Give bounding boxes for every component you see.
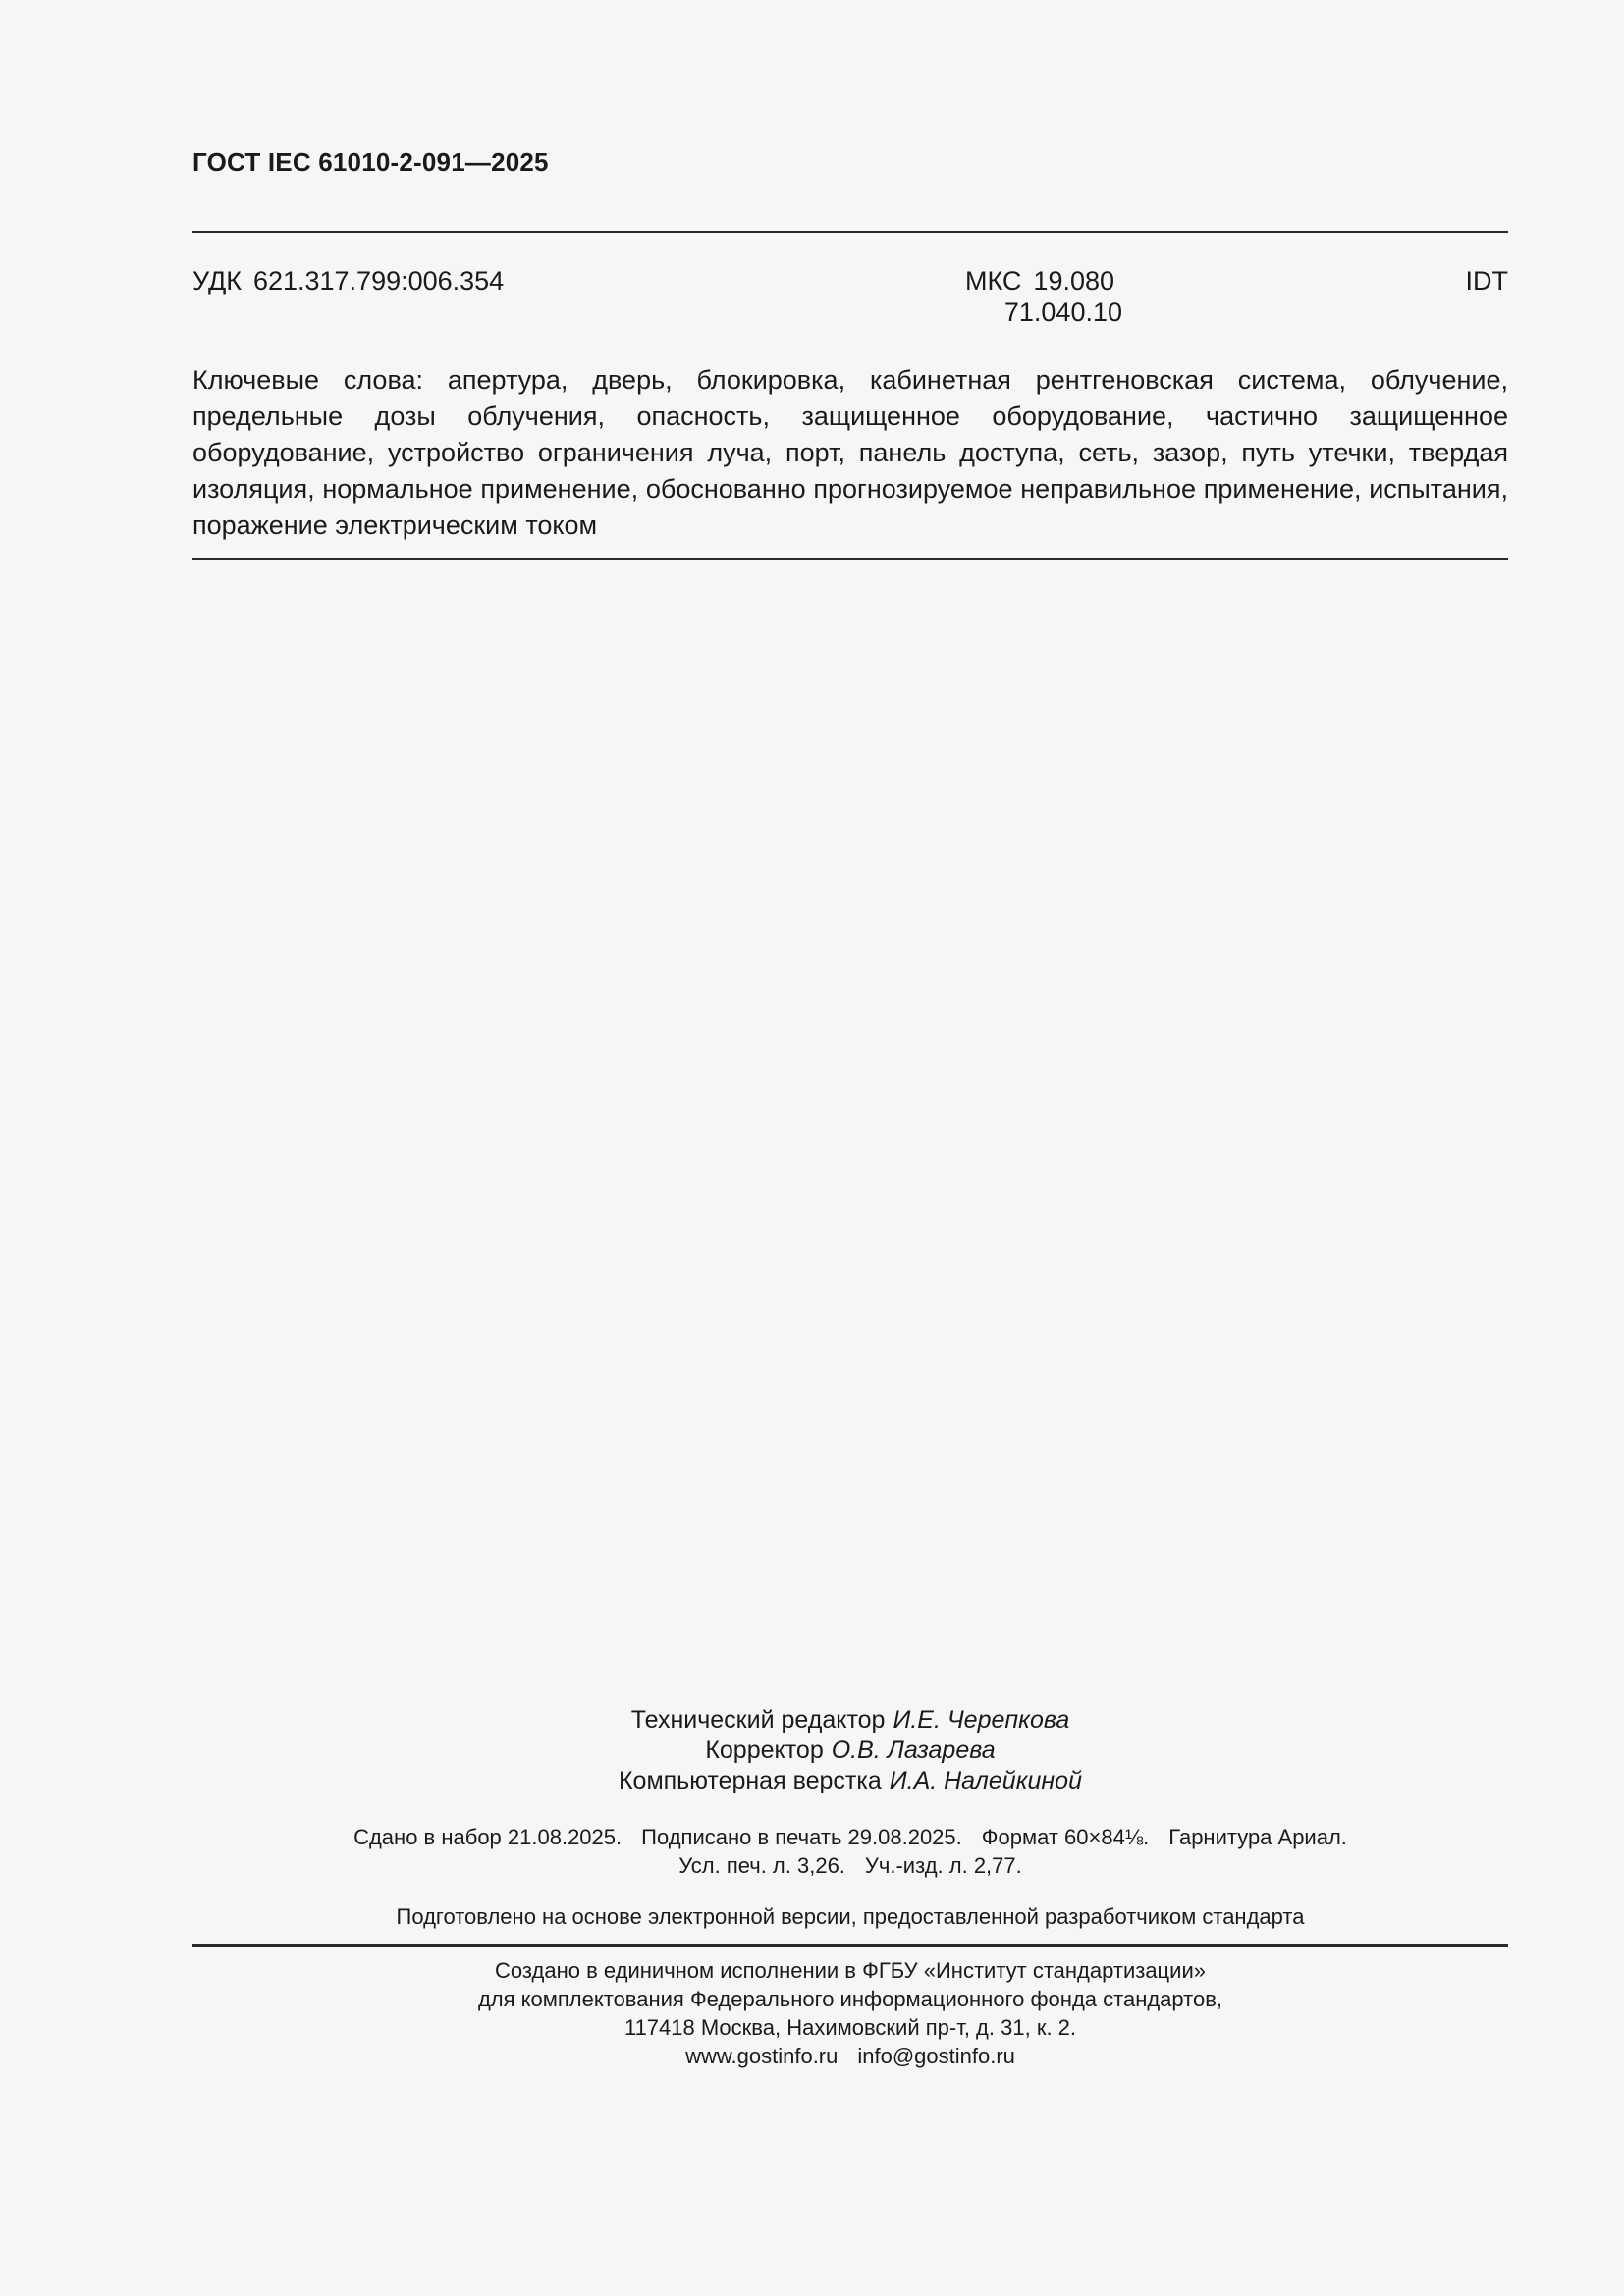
credit-name: И.А. Налейкиной: [889, 1767, 1082, 1794]
credit-name: О.В. Лазарева: [831, 1736, 996, 1764]
mks-value-1: 19.080: [1033, 266, 1115, 295]
mks-value-2: 71.040.10: [1003, 297, 1122, 327]
credit-line: [192, 1705, 1508, 1735]
standard-designation: ГОСТ IEC 61010-2-091—2025: [192, 147, 549, 177]
publication-line-1: [192, 1823, 1508, 1851]
footer-divider: [192, 1944, 1508, 1947]
website-link[interactable]: www.gostinfo.ru: [685, 2044, 839, 2068]
udk-label: УДК: [192, 266, 242, 295]
keywords-divider: [192, 558, 1508, 560]
print-sheets: Усл. печ. л. 3,26.: [678, 1853, 845, 1878]
editorial-credits: [192, 1705, 1508, 1796]
udk-value: 621.317.799:006.354: [252, 266, 505, 295]
typeset-date: Сдано в набор 21.08.2025.: [353, 1825, 623, 1849]
footer-line: для комплектования Федерального информационного фонда стандартов,: [477, 1987, 1223, 2011]
typeface: Гарнитура Ариал.: [1168, 1825, 1347, 1849]
top-divider: [192, 231, 1508, 233]
credit-line: [192, 1766, 1508, 1796]
publication-line-2: [192, 1851, 1508, 1880]
publisher-footer: [192, 1956, 1508, 2070]
prepared-note: Подготовлено на основе электронной версии, предоставленной разработчиком стандарта: [396, 1904, 1305, 1929]
publisher-sheets: Уч.-изд. л. 2,77.: [864, 1853, 1022, 1878]
credit-line: [192, 1735, 1508, 1766]
credit-role: Корректор: [705, 1736, 824, 1764]
mks-code: [965, 265, 1122, 328]
idt-mark: IDT: [1465, 266, 1508, 295]
format: Формат 60×84⅛.: [981, 1825, 1150, 1849]
credit-name: И.Е. Черепкова: [893, 1706, 1070, 1734]
publication-details: [192, 1823, 1508, 1880]
email-link[interactable]: info@gostinfo.ru: [857, 2044, 1015, 2068]
credit-role: Технический редактор: [630, 1706, 886, 1734]
udk-code: [192, 265, 504, 296]
credit-role: Компьютерная верстка: [618, 1767, 882, 1794]
footer-contacts: [192, 2042, 1508, 2070]
print-signed-date: Подписано в печать 29.08.2025.: [641, 1825, 962, 1849]
mks-label: МКС: [965, 266, 1022, 295]
footer-line: Создано в единичном исполнении в ФГБУ «Институт стандартизации»: [495, 1958, 1206, 1983]
footer-line: 117418 Москва, Нахимовский пр-т, д. 31, к. 2.: [623, 2015, 1077, 2040]
keywords-paragraph: Ключевые слова: апертура, дверь, блокировка, кабинетная рентгеновская система, облучение, предельные дозы облучения, опасность, защищенное оборудование, частично защищенное оборудование, устройство ограничения луча, порт, панель доступа, сеть, зазор, путь утечки, твердая изоляция, нормальное применение, обоснованно прогнозируемое неправильное применение, испытания, поражение электрическим током: [192, 365, 1508, 540]
